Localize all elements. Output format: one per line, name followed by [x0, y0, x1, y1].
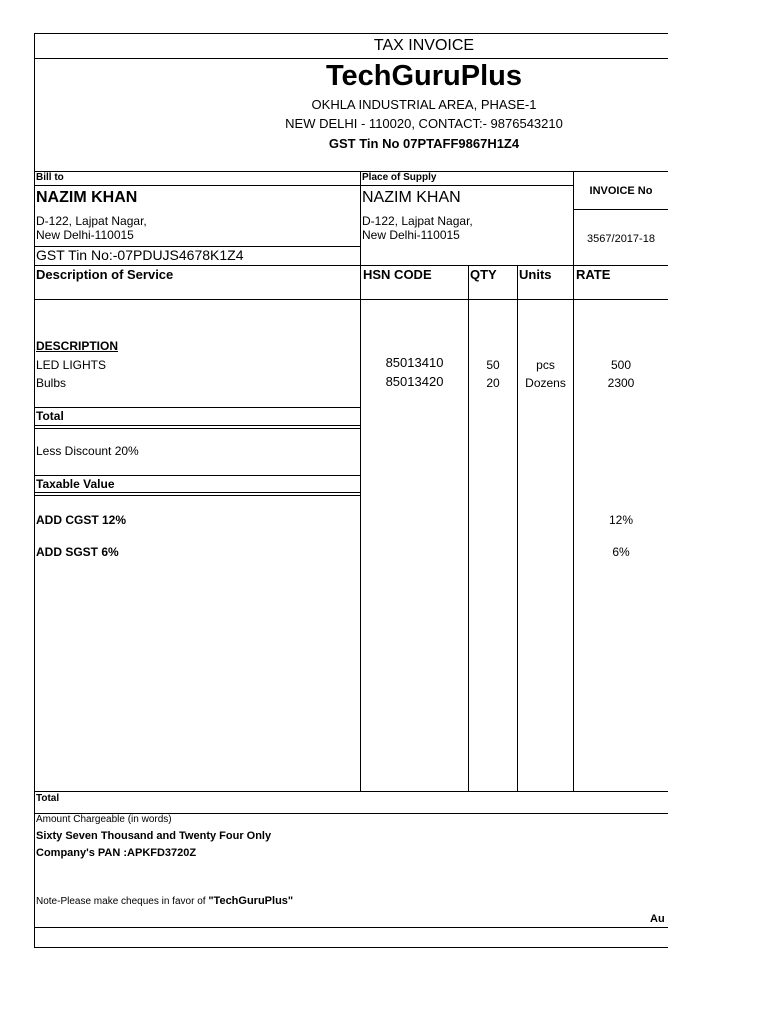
company-address-line2: NEW DELHI - 110020, CONTACT:- 9876543210	[285, 116, 563, 131]
cheque-note	[36, 895, 293, 907]
bill-to-address-line2: New Delhi-110015	[36, 228, 134, 242]
invoice-number-label: INVOICE No	[589, 185, 653, 197]
item-name: Bulbs	[36, 376, 67, 390]
item-rate: 2300	[607, 376, 635, 390]
grand-total-top-border	[34, 791, 668, 792]
invoice-number: 3567/2017-18	[587, 233, 655, 245]
taxable-row-bottom-border	[34, 492, 360, 493]
column-divider-qty	[468, 265, 469, 791]
sgst-rate: 6%	[612, 545, 630, 559]
taxable-row-top-border	[34, 475, 360, 476]
title-divider	[34, 58, 668, 59]
item-qty: 50	[486, 358, 500, 372]
total-row-top-border	[34, 407, 360, 408]
discount-label: Less Discount 20%	[36, 444, 139, 458]
column-header-rate: RATE	[576, 267, 611, 282]
item-qty: 20	[486, 376, 500, 390]
item-units: Dozens	[525, 376, 566, 390]
taxable-row-double-border	[34, 495, 360, 496]
total-row-double-border	[34, 428, 360, 429]
item-hsn: 85013420	[385, 374, 444, 389]
place-of-supply-address-line2: New Delhi-110015	[362, 228, 460, 242]
column-divider-hsn	[360, 171, 361, 791]
column-header-description: Description of Service	[36, 267, 174, 282]
cgst-label: ADD CGST 12%	[36, 513, 127, 527]
cgst-rate: 12%	[608, 513, 634, 527]
column-header-units: Units	[519, 267, 552, 282]
grand-total-label: Total	[36, 793, 60, 804]
bill-to-name: NAZIM KHAN	[36, 189, 138, 206]
column-header-hsn: HSN CODE	[363, 267, 432, 282]
column-divider-rate	[573, 171, 574, 791]
item-units: pcs	[536, 358, 555, 372]
place-of-supply-address-line1: D-122, Lajpat Nagar,	[362, 214, 473, 228]
amount-in-words: Sixty Seven Thousand and Twenty Four Only	[36, 830, 272, 842]
bill-to-address-line1: D-122, Lajpat Nagar,	[36, 214, 147, 228]
bottom-border	[34, 947, 668, 948]
items-heading: DESCRIPTION	[36, 339, 119, 353]
company-pan: Company's PAN :APKFD3720Z	[36, 847, 197, 859]
company-address-line1: OKHLA INDUSTRIAL AREA, PHASE-1	[311, 97, 537, 112]
taxable-value-label: Taxable Value	[36, 477, 115, 491]
company-gst: GST Tin No 07PTAFF9867H1Z4	[328, 136, 520, 151]
column-header-bottom-border	[34, 299, 668, 300]
amount-chargeable-label: Amount Chargeable (in words)	[36, 814, 172, 825]
place-of-supply-name: NAZIM KHAN	[362, 189, 461, 206]
place-of-supply-label: Place of Supply	[362, 172, 437, 183]
billing-label-divider	[34, 185, 574, 186]
invoice-divider	[573, 209, 668, 210]
cheque-note-text: Note-Please make cheques in favor of	[36, 896, 209, 907]
items-total-label: Total	[36, 409, 64, 423]
sgst-label: ADD SGST 6%	[36, 545, 119, 559]
column-header-top-border	[34, 265, 668, 266]
footer-divider	[34, 927, 668, 928]
page-title: TAX INVOICE	[373, 37, 475, 54]
cheque-payee: "TechGuruPlus"	[208, 895, 294, 907]
bill-to-gst: GST Tin No:-07PDUJS4678K1Z4	[36, 247, 244, 263]
company-name: TechGuruPlus	[325, 60, 523, 92]
item-rate: 500	[610, 358, 632, 372]
bill-to-label: Bill to	[36, 172, 64, 183]
item-hsn: 85013410	[385, 355, 444, 370]
authorised-signatory: Au	[650, 913, 665, 925]
total-row-bottom-border	[34, 425, 360, 426]
item-name: LED LIGHTS	[36, 358, 107, 372]
top-border	[34, 33, 668, 34]
column-header-qty: QTY	[470, 267, 497, 282]
column-divider-units	[517, 265, 518, 791]
